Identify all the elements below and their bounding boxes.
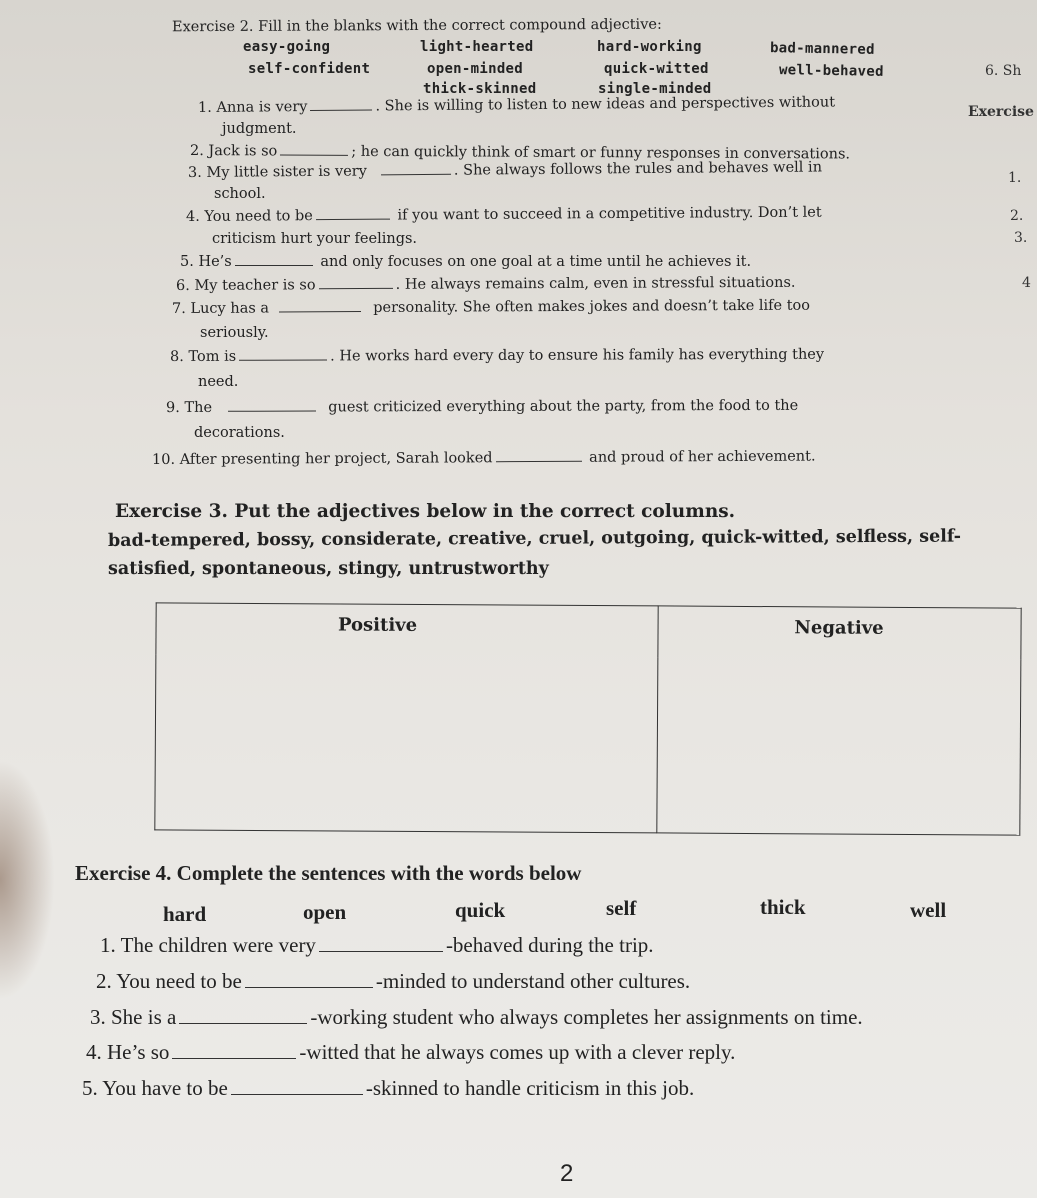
exercise3-title: Exercise 3. Put the adjectives below in the correct columns.: [115, 501, 736, 522]
answer-blank[interactable]: [381, 173, 451, 176]
answer-blank[interactable]: [319, 287, 393, 289]
word-bank-item: light-hearted: [420, 39, 534, 55]
exercise4-item: 2. You need to be -minded to understand other cultures.: [96, 969, 691, 993]
exercise4-item: 3. She is a -working student who always completes her assignments on time.: [90, 1005, 863, 1029]
answer-blank[interactable]: [310, 108, 372, 111]
exercise2-item-cont: criticism hurt your feelings.: [212, 231, 418, 247]
answer-blank[interactable]: [239, 358, 327, 360]
answer-blank[interactable]: [496, 460, 582, 462]
exercise3-word-list: bad-tempered, bossy, considerate, creative, cruel, outgoing, quick-witted, selfless, self-: [107, 526, 962, 551]
answer-blank[interactable]: [279, 310, 361, 312]
exercise2-item-cont: judgment.: [222, 121, 297, 137]
negative-column-cell[interactable]: [657, 657, 1021, 835]
positive-column-cell[interactable]: [155, 654, 658, 833]
exercise3-word-list: satisfied, spontaneous, stingy, untrustworthy: [108, 559, 549, 579]
exercise2-item: 6. My teacher is so . He always remains calm, even in stressful situations.: [175, 274, 796, 294]
word-bank-item: bad-mannered: [769, 40, 875, 58]
answer-blank[interactable]: [172, 1057, 296, 1059]
finger-shadow: [0, 760, 55, 1000]
margin-text: 3.: [1014, 230, 1028, 246]
word-bank-item: single-minded: [598, 81, 712, 97]
exercise2-item-cont: seriously.: [200, 325, 269, 341]
margin-text: 1.: [1008, 170, 1022, 186]
column-header-negative: Negative: [658, 606, 1021, 660]
exercise4-item: 1. The children were very -behaved during the trip.: [100, 933, 654, 957]
margin-text: 4: [1022, 275, 1031, 291]
answer-blank[interactable]: [316, 218, 390, 221]
exercise2-item: 5. He’s and only focuses on one goal at a time until he achieves it.: [180, 254, 752, 270]
word-bank-item: thick: [760, 895, 806, 919]
exercise4-item: 4. He’s so -witted that he always comes up with a clever reply.: [86, 1040, 736, 1064]
answer-blank[interactable]: [228, 409, 316, 411]
page-number: 2: [560, 1160, 574, 1187]
margin-text: 6. Sh: [985, 63, 1022, 79]
word-bank-item: self: [606, 896, 637, 920]
adjective-columns-table: [154, 602, 1021, 835]
exercise2-item-cont: school.: [214, 186, 266, 202]
margin-text: Exercise: [968, 104, 1034, 120]
exercise2-title: Exercise 2. Fill in the blanks with the correct compound adjective:: [171, 16, 662, 36]
answer-blank[interactable]: [280, 153, 348, 155]
answer-blank[interactable]: [245, 986, 373, 988]
word-bank-item: open: [303, 900, 347, 924]
word-bank-item: well-behaved: [778, 62, 884, 80]
exercise2-item: 9. The guest criticized everything about the party, from the food to the: [165, 397, 799, 416]
exercise2-item: 8. Tom is . He works hard every day to ensure his family has everything they: [169, 346, 825, 365]
answer-blank[interactable]: [179, 1022, 307, 1024]
word-bank-item: self-confident: [248, 61, 371, 77]
exercise2-item-cont: decorations.: [194, 425, 285, 441]
answer-blank[interactable]: [319, 950, 443, 952]
exercise2-item: 1. Anna is very . She is willing to listen to new ideas and perspectives without: [197, 94, 836, 116]
exercise2-item: 10. After presenting her project, Sarah looked and proud of her achievement.: [151, 448, 816, 468]
column-header-positive: Positive: [156, 603, 658, 658]
word-bank-item: easy-going: [243, 39, 331, 55]
exercise4-item: 5. You have to be -skinned to handle criticism in this job.: [82, 1076, 695, 1100]
exercise4-title: Exercise 4. Complete the sentences with the words below: [75, 861, 582, 885]
exercise2-item: 2. Jack is so ; he can quickly think of smart or funny responses in conversations.: [189, 143, 851, 163]
answer-blank[interactable]: [231, 1093, 363, 1095]
word-bank-item: well: [910, 898, 947, 922]
word-bank-item: hard-working: [597, 39, 702, 55]
word-bank-item: open-minded: [427, 61, 524, 77]
exercise2-item: 7. Lucy has a personality. She often makes jokes and doesn’t take life too: [171, 297, 811, 317]
exercise2-item: 3. My little sister is very . She always follows the rules and behaves well in: [187, 159, 823, 181]
exercise2-item: 4. You need to be if you want to succeed in a competitive industry. Don’t let: [185, 204, 822, 225]
answer-blank[interactable]: [235, 264, 313, 266]
word-bank-item: quick-witted: [604, 61, 709, 77]
word-bank-item: hard: [163, 902, 207, 926]
word-bank-item: thick-skinned: [423, 81, 537, 97]
margin-text: 2.: [1010, 208, 1024, 224]
exercise2-item-cont: need.: [198, 374, 239, 390]
word-bank-item: quick: [455, 898, 506, 922]
